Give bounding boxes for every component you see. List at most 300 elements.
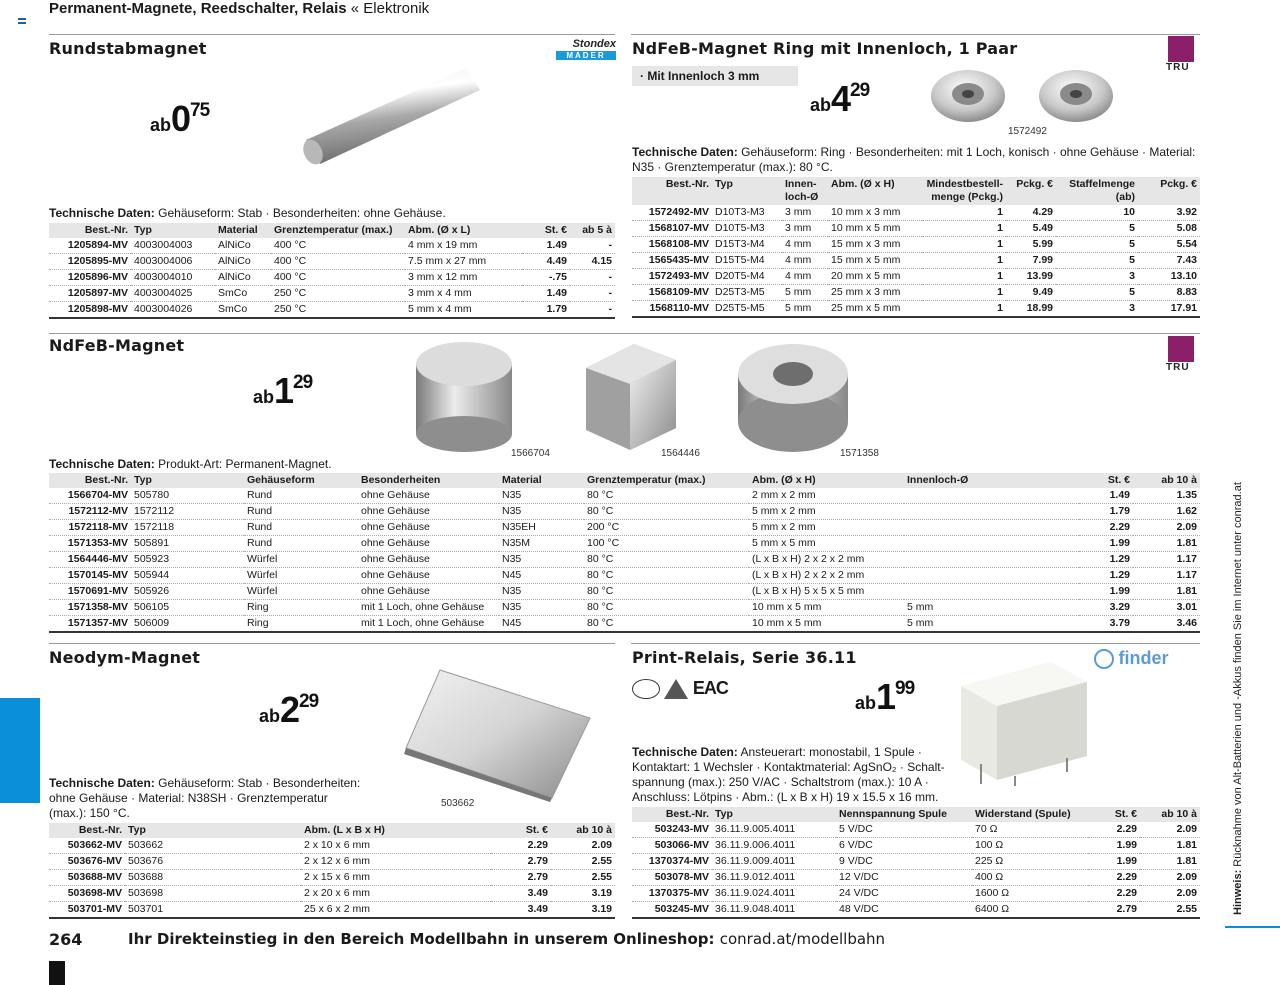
table-row: [49, 902, 615, 919]
table-cell: 5.54: [1138, 237, 1200, 253]
table-cell: 5 mm x 2 mm: [749, 520, 904, 536]
side-note: Hinweis: Rücknahme von Alt-Batterien und -Akkus finden Sie im Internet unter conrad.at: [1232, 482, 1244, 915]
table-cell: 3 mm: [782, 221, 828, 237]
ndfeb-magnets-image: [412, 338, 892, 456]
table-cell: 36.11.9.005.4011: [712, 822, 836, 838]
table-cell: 2.09: [1140, 870, 1200, 886]
table-cell: 5 mm x 5 mm: [749, 536, 904, 552]
table-ring: Best.-Nr. Typ Innen-loch-Ø Abm. (Ø x H) Mindestbestell-menge (Pckg.) Pckg. € Staffelmenge (ab) Pckg. € 1572492-MV D10T3-M3 3 mm 10 mm x 3 mm 1 4.29 10 3.92 1568107-MV D10T5-M3 3 mm 10 mm x 5 mm 1 5.49 5 5.08 1568108-MV D15T3-M4 4 mm 15 mm x 3 mm 1 5.99 5 5.54 1565435-MV D15T5-M4 4 mm 15 mm x 5 mm 1 7.99 5 7.43 1572493-MV D20T5-M4 4 mm 20 mm x 5 mm 1 13.99 3 13.10 1568109-MV D25T3-M5 5 mm 25 mm x 3 mm 1 9.49 5 8.83 1568110-MV D25T5-M5 5 mm 25 mm x 5 mm 1 18.99 3 17.91: [632, 177, 1200, 318]
table-cell: 1.35: [1133, 488, 1200, 504]
table-cell: 1564446-MV: [49, 552, 131, 568]
table-cell: 503676: [125, 854, 301, 870]
table-cell: 225 Ω: [972, 854, 1088, 870]
table-cell: 1570691-MV: [49, 584, 131, 600]
table-cell: 25 x 6 x 2 mm: [301, 902, 491, 919]
table-cell: 400 °C: [271, 238, 405, 254]
table-cell: 15 mm x 5 mm: [828, 253, 922, 269]
table-cell: 503701-MV: [49, 902, 125, 919]
table-cell: 2.09: [551, 838, 615, 854]
vde-icon: [664, 679, 688, 699]
table-cell: 1205894-MV: [49, 238, 131, 254]
table-cell: 1: [922, 221, 1006, 237]
table-cell: 1568107-MV: [632, 221, 712, 237]
table-cell: 18.99: [1006, 301, 1056, 318]
table-cell: 13.10: [1138, 269, 1200, 285]
table-cell: 505944: [131, 568, 244, 584]
table-cell: N35: [499, 600, 584, 616]
table-cell: mit 1 Loch, ohne Gehäuse: [358, 600, 499, 616]
table-cell: 503698-MV: [49, 886, 125, 902]
menu-icon: [18, 18, 26, 24]
table-row: [632, 269, 1200, 285]
table-row: [49, 270, 615, 286]
table-cell: Rund: [244, 520, 358, 536]
table-cell: 4003004025: [131, 286, 215, 302]
table-cell: 1565435-MV: [632, 253, 712, 269]
table-cell: 1.99: [1088, 838, 1140, 854]
table-cell: N35: [499, 504, 584, 520]
table-cell: 4003004026: [131, 302, 215, 319]
table-cell: 400 °C: [271, 254, 405, 270]
table-cell: D20T5-M4: [712, 269, 782, 285]
table-cell: 2.29: [491, 838, 551, 854]
table-cell: 4.29: [1006, 205, 1056, 221]
table-cell: 250 °C: [271, 302, 405, 319]
table-cell: ohne Gehäuse: [358, 536, 499, 552]
table-row: [632, 237, 1200, 253]
table-cell: 4.15: [570, 254, 615, 270]
table-cell: 1571358-MV: [49, 600, 131, 616]
table-cell: [904, 584, 1079, 600]
table-cell: 1.81: [1140, 838, 1200, 854]
table-cell: 5: [1056, 285, 1138, 301]
table-cell: 400 Ω: [972, 870, 1088, 886]
table-cell: (L x B x H) 2 x 2 x 2 mm: [749, 552, 904, 568]
table-cell: 1.29: [1079, 568, 1133, 584]
table-cell: 10: [1056, 205, 1138, 221]
table-row: [49, 870, 615, 886]
certification-icons: [632, 678, 742, 704]
table-cell: 5: [1056, 221, 1138, 237]
table-cell: 80 °C: [584, 616, 749, 633]
table-cell: (L x B x H) 5 x 5 x 5 mm: [749, 584, 904, 600]
table-cell: 1.17: [1133, 552, 1200, 568]
table-cell: 1572118: [131, 520, 244, 536]
table-row: [632, 205, 1200, 221]
ring-magnet-image: [928, 66, 1128, 128]
table-cell: 1: [922, 237, 1006, 253]
techdata-relais: Technische Daten: Ansteuerart: monostabil, 1 Spule · Kontaktart: 1 Wechsler · Kontaktmaterial: AgSnO₂ · Schalt- spannung (max.): 250 V/AC · Schaltstrom (max.): 10 A · Anschluss: Lötpins · Abm.: (L x B x H) 19 x 15.5 x 16 mm.: [632, 745, 945, 804]
table-cell: 2 x 12 x 6 mm: [301, 854, 491, 870]
techdata-neodym: Technische Daten: Gehäuseform: Stab · Besonderheiten: ohne Gehäuse · Material: N38SH · Grenztemperatur (max.): 150 °C.: [49, 776, 361, 820]
table-cell: 1.81: [1140, 854, 1200, 870]
table-cell: 2.29: [1079, 520, 1133, 536]
table-cell: 5 mm: [782, 301, 828, 318]
header-breadcrumb: « Elektronik: [350, 0, 430, 17]
table-cell: 7.99: [1006, 253, 1056, 269]
table-cell: 505891: [131, 536, 244, 552]
table-cell: 1572118-MV: [49, 520, 131, 536]
table-cell: 1: [922, 205, 1006, 221]
table-cell: ohne Gehäuse: [358, 552, 499, 568]
section-title-relais: Print-Relais, Serie 36.11: [632, 648, 857, 667]
tru-logo: TRU: [1166, 36, 1200, 76]
table-cell: 36.11.9.024.4011: [712, 886, 836, 902]
price-rundstab: ab075: [150, 98, 210, 139]
table-cell: 5.08: [1138, 221, 1200, 237]
table-cell: 80 °C: [584, 504, 749, 520]
table-cell: 5 mm: [904, 616, 1079, 633]
table-cell: SmCo: [215, 286, 271, 302]
table-cell: 3.92: [1138, 205, 1200, 221]
table-cell: 80 °C: [584, 488, 749, 504]
table-cell: 1600 Ω: [972, 886, 1088, 902]
table-cell: 13.99: [1006, 269, 1056, 285]
table-cell: 1205895-MV: [49, 254, 131, 270]
relay-image: [955, 656, 1095, 786]
table-cell: -.75: [522, 270, 570, 286]
table-cell: 9.49: [1006, 285, 1056, 301]
table-cell: ohne Gehäuse: [358, 568, 499, 584]
table-cell: 5.49: [1006, 221, 1056, 237]
table-cell: N35: [499, 488, 584, 504]
table-cell: 400 °C: [271, 270, 405, 286]
table-cell: 7.5 mm x 27 mm: [405, 254, 522, 270]
table-cell: N45: [499, 616, 584, 633]
table-cell: 3 mm x 12 mm: [405, 270, 522, 286]
techdata-rundstab: Technische Daten: Gehäuseform: Stab · Besonderheiten: ohne Gehäuse.: [49, 206, 446, 220]
table-cell: 1.29: [1079, 552, 1133, 568]
table-cell: 3.49: [491, 886, 551, 902]
table-cell: 1.79: [1079, 504, 1133, 520]
ul-icon: [632, 679, 660, 699]
img-caption-ring: 1572492: [1008, 126, 1047, 137]
table-cell: 1571353-MV: [49, 536, 131, 552]
table-cell: 2.55: [551, 870, 615, 886]
table-cell: 3.01: [1133, 600, 1200, 616]
table-cell: 2 x 10 x 6 mm: [301, 838, 491, 854]
table-cell: 5 mm: [904, 600, 1079, 616]
table-cell: 5 mm: [782, 285, 828, 301]
table-cell: 2 x 20 x 6 mm: [301, 886, 491, 902]
table-row: [632, 886, 1200, 902]
table-cell: 3.49: [491, 902, 551, 919]
table-cell: 4003004003: [131, 238, 215, 254]
price-neodym: ab229: [259, 689, 319, 730]
table-cell: 1.62: [1133, 504, 1200, 520]
section-rule: [49, 643, 615, 644]
section-rule: [49, 34, 615, 35]
table-cell: 505926: [131, 584, 244, 600]
table-cell: 2.09: [1140, 886, 1200, 902]
table-cell: ohne Gehäuse: [358, 488, 499, 504]
table-cell: 6400 Ω: [972, 902, 1088, 919]
table-cell: 20 mm x 5 mm: [828, 269, 922, 285]
table-cell: 17.91: [1138, 301, 1200, 318]
table-cell: 3: [1056, 269, 1138, 285]
table-cell: 1205897-MV: [49, 286, 131, 302]
img-caption-1: 1566704: [511, 448, 550, 459]
table-cell: 2.55: [551, 854, 615, 870]
section-rule: [631, 34, 1200, 35]
table-cell: 3.46: [1133, 616, 1200, 633]
table-cell: mit 1 Loch, ohne Gehäuse: [358, 616, 499, 633]
table-row: [49, 838, 615, 854]
section-rule: [49, 333, 1200, 334]
table-cell: N45: [499, 568, 584, 584]
table-cell: 1.49: [1079, 488, 1133, 504]
table-cell: 505780: [131, 488, 244, 504]
table-neodym: Best.-Nr. Typ Abm. (L x B x H) St. € ab 10 à 503662-MV 503662 2 x 10 x 6 mm 2.29 2.09 503676-MV 503676 2 x 12 x 6 mm 2.79 2.55 503688-MV 503688 2 x 15 x 6 mm 2.79 2.55 503698-MV 503698 2 x 20 x 6 mm 3.49 3.19 503701-MV 503701 25 x 6 x 2 mm 3.49 3.19: [49, 823, 615, 919]
footer-marker: [49, 961, 65, 985]
page-header: [49, 0, 429, 17]
table-cell: 4003004010: [131, 270, 215, 286]
table-row: [632, 822, 1200, 838]
table-cell: AlNiCo: [215, 270, 271, 286]
table-cell: 505923: [131, 552, 244, 568]
table-cell: D25T3-M5: [712, 285, 782, 301]
table-cell: 1370375-MV: [632, 886, 712, 902]
table-cell: 10 mm x 5 mm: [828, 221, 922, 237]
table-cell: 506105: [131, 600, 244, 616]
table-cell: D25T5-M5: [712, 301, 782, 318]
table-row: [49, 302, 615, 319]
table-cell: -: [570, 302, 615, 319]
techdata-ndfeb: Technische Daten: Produkt-Art: Permanent-Magnet.: [49, 457, 332, 471]
table-cell: 1568109-MV: [632, 285, 712, 301]
table-cell: 503066-MV: [632, 838, 712, 854]
table-cell: 2.79: [491, 854, 551, 870]
table-cell: 1.81: [1133, 584, 1200, 600]
table-cell: 1.81: [1133, 536, 1200, 552]
table-cell: 2.55: [1140, 902, 1200, 919]
table-cell: 80 °C: [584, 568, 749, 584]
table-cell: [904, 552, 1079, 568]
section-title-neodym: Neodym-Magnet: [49, 648, 201, 667]
table-cell: Würfel: [244, 552, 358, 568]
table-cell: 2.29: [1088, 886, 1140, 902]
table-cell: 5.99: [1006, 237, 1056, 253]
table-cell: 100 Ω: [972, 838, 1088, 854]
table-relais: Best.-Nr. Typ Nennspannung Spule Widerstand (Spule) St. € ab 10 à 503243-MV 36.11.9.005.4011 5 V/DC 70 Ω 2.29 2.09 503066-MV 36.11.9.006.4011 6 V/DC 100 Ω 1.99 1.81 1370374-MV 36.11.9.009.4011 9 V/DC 225 Ω 1.99 1.81 503078-MV 36.11.9.012.4011 12 V/DC 400 Ω 2.29 2.09 1370375-MV 36.11.9.024.4011 24 V/DC 1600 Ω 2.29 2.09 503245-MV 36.11.9.048.4011 48 V/DC 6400 Ω 2.79 2.55: [632, 807, 1200, 919]
table-cell: D10T3-M3: [712, 205, 782, 221]
table-cell: 1205896-MV: [49, 270, 131, 286]
table-cell: 1.79: [522, 302, 570, 319]
table-row: [49, 238, 615, 254]
table-cell: Würfel: [244, 568, 358, 584]
table-row: [632, 854, 1200, 870]
table-cell: 36.11.9.048.4011: [712, 902, 836, 919]
table-cell: 3.29: [1079, 600, 1133, 616]
table-cell: 1571357-MV: [49, 616, 131, 633]
table-row: [49, 584, 1200, 600]
table-cell: 1572492-MV: [632, 205, 712, 221]
table-row: [49, 552, 1200, 568]
table-cell: [904, 536, 1079, 552]
table-cell: 2.09: [1133, 520, 1200, 536]
table-cell: N35: [499, 552, 584, 568]
table-row: [49, 886, 615, 902]
table-cell: 36.11.9.012.4011: [712, 870, 836, 886]
table-cell: 8.83: [1138, 285, 1200, 301]
table-cell: 503078-MV: [632, 870, 712, 886]
table-cell: Rund: [244, 504, 358, 520]
table-cell: 80 °C: [584, 552, 749, 568]
table-cell: ohne Gehäuse: [358, 520, 499, 536]
footer-text: Ihr Direkteinstieg in den Bereich Modellbahn in unserem Onlineshop: conrad.at/modellbahn: [128, 930, 886, 948]
ring-badge: · Mit Innenloch 3 mm: [632, 66, 798, 86]
table-cell: 4.49: [522, 254, 570, 270]
table-cell: 2.29: [1088, 870, 1140, 886]
table-cell: 1.17: [1133, 568, 1200, 584]
img-caption-neodym: 503662: [441, 798, 475, 809]
table-cell: 36.11.9.009.4011: [712, 854, 836, 870]
table-row: [49, 536, 1200, 552]
table-row: [632, 838, 1200, 854]
table-cell: 3: [1056, 301, 1138, 318]
table-cell: 4 mm: [782, 253, 828, 269]
table-rundstab: Best.-Nr. Typ Material Grenztemperatur (max.) Abm. (Ø x L) St. € ab 5 à 1205894-MV 4003004003 AlNiCo 400 °C 4 mm x 19 mm 1.49 - 1205895-MV 4003004006 AlNiCo 400 °C 7.5 mm x 27 mm 4.49 4.15 1205896-MV 4003004010 AlNiCo 400 °C 3 mm x 12 mm -.75 - 1205897-MV 4003004025 SmCo 250 °C 3 mm x 4 mm 1.49 - 1205898-MV 4003004026 SmCo 250 °C 5 mm x 4 mm 1.79 -: [49, 223, 615, 319]
table-cell: 1568110-MV: [632, 301, 712, 318]
table-cell: 10 mm x 5 mm: [749, 616, 904, 633]
side-rule: [1225, 926, 1280, 928]
table-row: [49, 488, 1200, 504]
table-cell: -: [570, 238, 615, 254]
table-cell: 503701: [125, 902, 301, 919]
img-caption-3: 1571358: [840, 448, 879, 459]
table-cell: 5: [1056, 237, 1138, 253]
table-cell: 1.99: [1079, 584, 1133, 600]
table-cell: 48 V/DC: [836, 902, 972, 919]
footer-link[interactable]: conrad.at/modellbahn: [719, 930, 886, 948]
table-cell: Rund: [244, 536, 358, 552]
table-cell: [904, 568, 1079, 584]
table-cell: 1: [922, 253, 1006, 269]
table-cell: 3.79: [1079, 616, 1133, 633]
table-cell: 503243-MV: [632, 822, 712, 838]
table-row: [632, 253, 1200, 269]
table-cell: 1370374-MV: [632, 854, 712, 870]
table-row: [49, 254, 615, 270]
techdata-ring: Technische Daten: Gehäuseform: Ring · Besonderheiten: mit 1 Loch, konisch · ohne Gehäuse · Material: N35 · Grenztemperatur (max.): 80 °C.: [632, 145, 1196, 174]
table-cell: 15 mm x 3 mm: [828, 237, 922, 253]
table-cell: 5: [1056, 253, 1138, 269]
table-cell: 2 x 15 x 6 mm: [301, 870, 491, 886]
table-cell: 70 Ω: [972, 822, 1088, 838]
table-cell: 1.49: [522, 286, 570, 302]
table-cell: 1.49: [522, 238, 570, 254]
table-cell: 2.79: [491, 870, 551, 886]
tru-logo: TRU: [1166, 336, 1200, 376]
table-cell: 503676-MV: [49, 854, 125, 870]
table-row: [49, 520, 1200, 536]
page-number: 264: [49, 930, 83, 949]
table-cell: N35EH: [499, 520, 584, 536]
table-row: [632, 221, 1200, 237]
table-cell: AlNiCo: [215, 254, 271, 270]
table-cell: 9 V/DC: [836, 854, 972, 870]
table-cell: 1566704-MV: [49, 488, 131, 504]
table-cell: 1: [922, 269, 1006, 285]
table-cell: 3.19: [551, 886, 615, 902]
table-cell: 4 mm: [782, 237, 828, 253]
table-cell: 3.19: [551, 902, 615, 919]
header-title: Permanent-Magnete, Reedschalter, Relais: [49, 0, 347, 17]
table-row: [49, 854, 615, 870]
table-cell: Ring: [244, 616, 358, 633]
section-title-rundstab: Rundstabmagnet: [49, 39, 207, 58]
section-rule: [631, 643, 1200, 644]
table-cell: 503698: [125, 886, 301, 902]
table-cell: 10 mm x 5 mm: [749, 600, 904, 616]
table-cell: -: [570, 286, 615, 302]
rod-magnet-image: [298, 60, 488, 180]
table-cell: 3 mm: [782, 205, 828, 221]
table-row: [49, 568, 1200, 584]
table-cell: (L x B x H) 2 x 2 x 2 mm: [749, 568, 904, 584]
table-row: [632, 902, 1200, 919]
table-row: [49, 504, 1200, 520]
table-cell: 503688-MV: [49, 870, 125, 886]
table-row: [49, 616, 1200, 633]
table-cell: [904, 520, 1079, 536]
table-cell: AlNiCo: [215, 238, 271, 254]
price-ring: ab429: [810, 78, 870, 119]
table-cell: 1: [922, 285, 1006, 301]
price-relais: ab199: [855, 676, 915, 717]
table-cell: 503688: [125, 870, 301, 886]
table-cell: 36.11.9.006.4011: [712, 838, 836, 854]
table-cell: 25 mm x 3 mm: [828, 285, 922, 301]
table-cell: 503662-MV: [49, 838, 125, 854]
section-title-ndfeb: NdFeB-Magnet: [49, 336, 185, 355]
table-cell: SmCo: [215, 302, 271, 319]
table-cell: 2 mm x 2 mm: [749, 488, 904, 504]
table-cell: 3 mm x 4 mm: [405, 286, 522, 302]
table-cell: D15T5-M4: [712, 253, 782, 269]
finder-logo: finder: [1094, 648, 1200, 672]
table-row: [49, 600, 1200, 616]
table-cell: [904, 488, 1079, 504]
table-cell: 6 V/DC: [836, 838, 972, 854]
table-cell: 100 °C: [584, 536, 749, 552]
table-cell: 2.29: [1088, 822, 1140, 838]
table-cell: -: [570, 270, 615, 286]
table-cell: 1.99: [1088, 854, 1140, 870]
table-cell: ohne Gehäuse: [358, 504, 499, 520]
table-cell: 1572112-MV: [49, 504, 131, 520]
eac-icon: EAC: [692, 678, 728, 698]
side-color-tab: [0, 698, 40, 803]
table-cell: D10T5-M3: [712, 221, 782, 237]
table-row: [632, 285, 1200, 301]
table-row: [632, 301, 1200, 318]
table-cell: 506009: [131, 616, 244, 633]
table-cell: 1572112: [131, 504, 244, 520]
table-cell: 1572493-MV: [632, 269, 712, 285]
table-cell: Ring: [244, 600, 358, 616]
table-row: [49, 286, 615, 302]
table-cell: 4 mm: [782, 269, 828, 285]
img-caption-2: 1564446: [661, 448, 700, 459]
table-cell: 12 V/DC: [836, 870, 972, 886]
table-cell: 1568108-MV: [632, 237, 712, 253]
table-cell: 10 mm x 3 mm: [828, 205, 922, 221]
section-title-ring: NdFeB-Magnet Ring mit Innenloch, 1 Paar: [632, 39, 1018, 58]
price-ndfeb: ab129: [253, 370, 313, 411]
table-cell: 4 mm x 19 mm: [405, 238, 522, 254]
table-cell: 503245-MV: [632, 902, 712, 919]
